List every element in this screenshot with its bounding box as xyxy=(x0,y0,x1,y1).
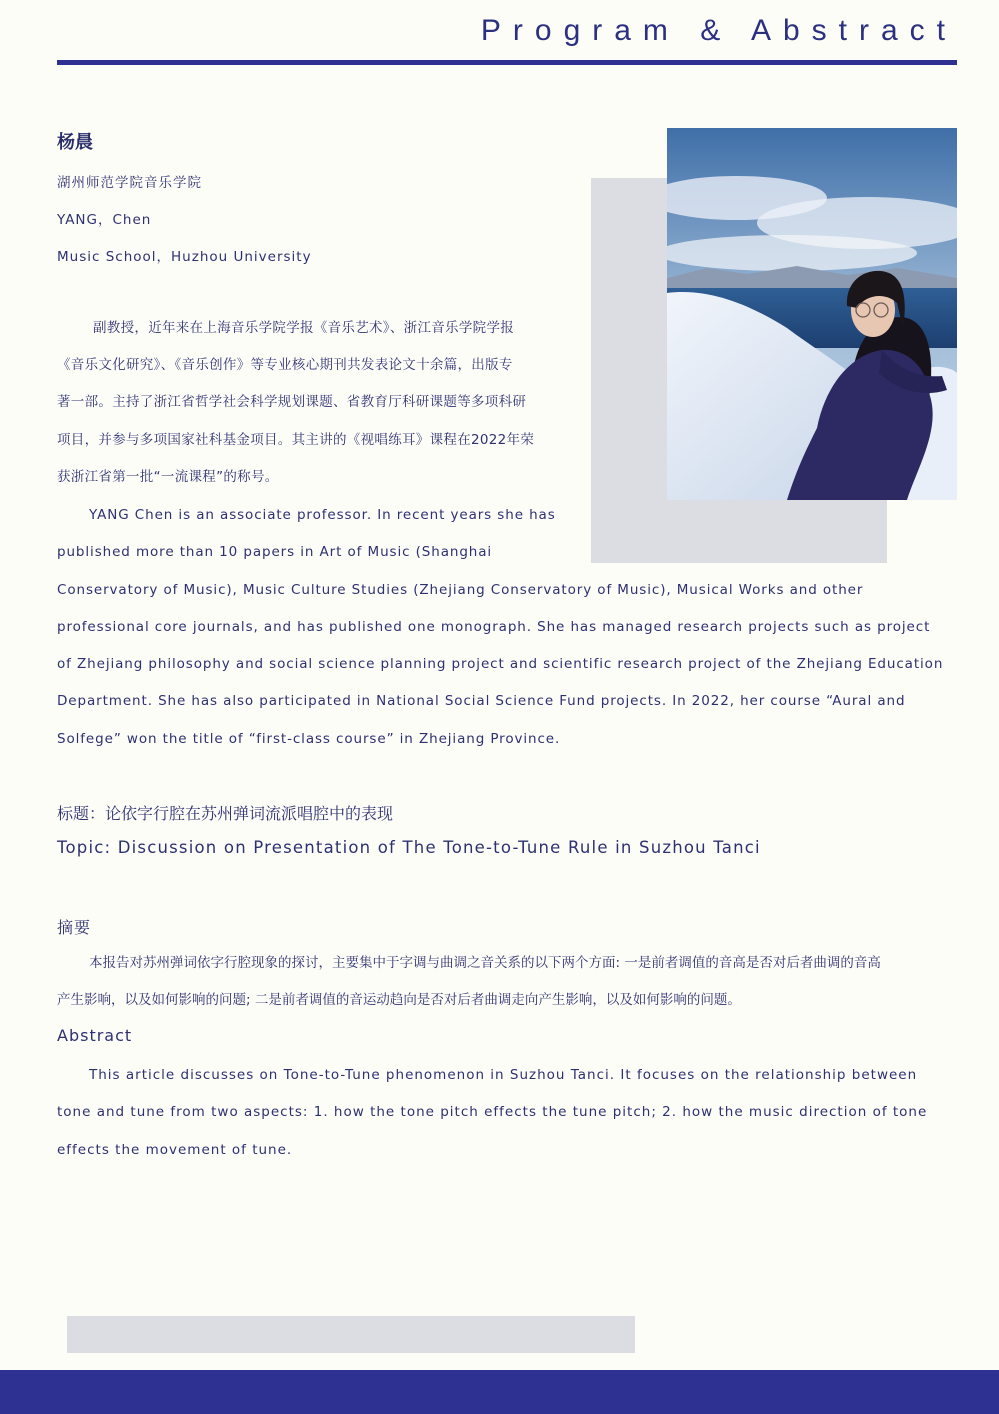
speaker-affiliation-cn: 湖州师范学院音乐学院 xyxy=(57,175,202,191)
bio-en-line: professional core journals, and has published one monograph. She has managed research projects such as project xyxy=(57,618,931,635)
footer-gray-bar xyxy=(67,1316,635,1353)
topic-title-cn: 标题：论依字行腔在苏州弹词流派唱腔中的表现 xyxy=(57,804,394,823)
biography-en xyxy=(57,497,962,758)
header-divider xyxy=(57,60,957,65)
bio-en-line: Conservatory of Music), Music Culture Studies (Zhejiang Conservatory of Music), Musical Works and other xyxy=(57,581,864,598)
bio-cn-line: 著一部。主持了浙江省哲学社会科学规划课题、省教育厅科研课题等多项科研 xyxy=(57,394,527,411)
bottom-accent-band xyxy=(0,1370,999,1414)
bio-en-line: of Zhejiang philosophy and social science planning project and scientific research project of the Zhejiang Education xyxy=(57,656,944,673)
bio-cn-line: 获浙江省第一批“一流课程”的称号。 xyxy=(57,468,279,485)
biography-cn-continued xyxy=(57,347,577,496)
speaker-name-cn: 杨晨 xyxy=(57,132,93,153)
topic-title-en: Topic: Discussion on Presentation of The Tone-to-Tune Rule in Suzhou Tanci xyxy=(57,838,761,857)
abstract-en-line: tone and tune from two aspects: 1. how the tone pitch effects the tune pitch; 2. how the music direction of tone xyxy=(57,1104,928,1121)
bio-cn-line: 副教授，近年来在上海音乐学院学报《音乐艺术》、浙江音乐学院学报 xyxy=(93,320,515,336)
speaker-name-en: YANG，Chen xyxy=(57,212,152,228)
page-header-title: Program & Abstract xyxy=(480,14,957,47)
bio-cn-line: 项目，并参与多项国家社科基金项目。其主讲的《视唱练耳》课程在2022年荣 xyxy=(57,431,535,448)
bio-en-line: Department. She has also participated in National Social Science Fund projects. In 2022, her course “Aural and xyxy=(57,693,906,710)
abstract-en-line: This article discusses on Tone-to-Tune phenomenon in Suzhou Tanci. It focuses on the relationship between xyxy=(89,1067,918,1083)
biography-cn xyxy=(57,310,577,347)
abstract-cn-line: 产生影响，以及如何影响的问题; 二是前者调值的音运动趋向是否对后者曲调走向产生影响，以及如何影响的问题。 xyxy=(57,992,741,1008)
abstract-cn-line: 本报告对苏州弹词依字行腔现象的探讨，主要集中于字调与曲调之音关系的以下两个方面: 一是前者调值的音高是否对后者曲调的音高 xyxy=(89,955,881,971)
speaker-affiliation-en: Music School，Huzhou University xyxy=(57,249,312,265)
abstract-body-en xyxy=(57,1057,962,1169)
abstract-body-cn xyxy=(57,945,962,1019)
abstract-heading-en: Abstract xyxy=(57,1026,133,1045)
bio-en-line: YANG Chen is an associate professor. In recent years she has xyxy=(89,507,556,523)
bio-en-line: published more than 10 papers in Art of Music (Shanghai xyxy=(57,544,493,561)
abstract-heading-cn: 摘要 xyxy=(57,918,92,937)
bio-en-line: Solfege” won the title of “first-class course” in Zhejiang Province. xyxy=(57,730,561,747)
abstract-en-line: effects the movement of tune. xyxy=(57,1141,293,1158)
bio-cn-line: 《音乐文化研究》、《音乐创作》等专业核心期刊共发表论文十余篇，出版专 xyxy=(57,357,513,373)
portrait-photo xyxy=(667,128,957,500)
